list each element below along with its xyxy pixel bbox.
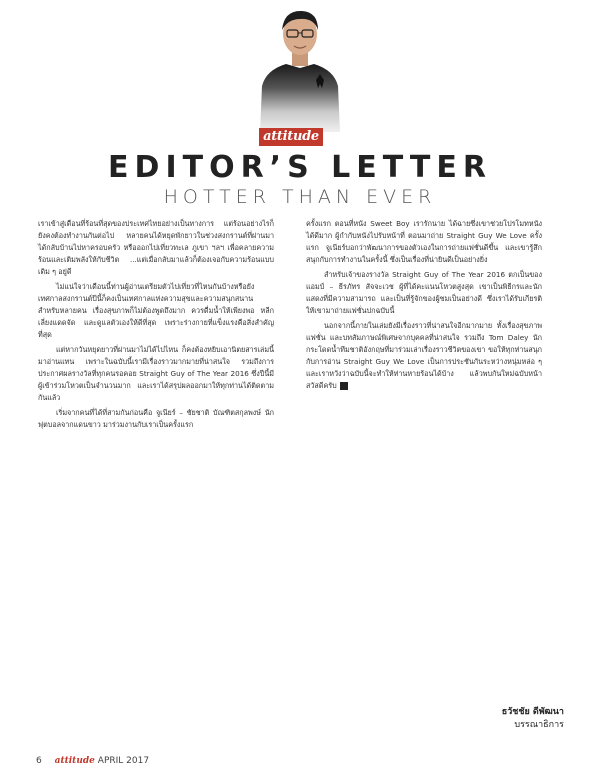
article-column-left: [38, 218, 274, 434]
paragraph: เริ่มจากคนที่ได้ที่สามกันก่อนคือ จูเนียร์ – ชัยชาติ บัณฑิตสกุลพงษ์ นักฟุตบอลจากแดนขาว มาร่วมงานกับเราเป็นครั้งแรก: [38, 408, 274, 429]
paragraph: สำหรับเจ้าของรางวัล Straight Guy of The Year 2016 ตกเป็นของ แอมป์ – ธีรภัทร สัจจะเวช ผู้ที่ได้คะแนนโหวตสูงสุด เขาเป็นพิธีกรและนักแสดงที่มีความสามารถ และเป็นที่รู้จักของผู้ชมเป็นอย่างดี ซึ่งเราได้รับเกียรติให้เขามาถ่ายแฟชั่นปกฉบับนี้: [306, 270, 542, 315]
article-column-right: [306, 218, 542, 395]
editor-portrait: [252, 4, 348, 132]
paragraph-text: นอกจากนี้ภายในเล่มยังมีเรื่องราวที่น่าสนใจอีกมากมาย ทั้งเรื่องสุขภาพ แฟชั่น และบทสัมภาษณ์พิเศษจากบุคคลที่น่าสนใจ รวมถึง Tom Daley นักกระโดดน้ำทีมชาติอังกฤษที่มาร่วมเล่าเรื่องราวชีวิตของเขา ขอให้ทุกท่านสนุกกับการอ่าน Straight Guy We Love เป็นการประชันกันระหว่างหนุ่มหล่อ ๆ และเราหวังว่าฉบับนี้จะทำให้ท่านหายร้อนได้บ้าง แล้วพบกันใหม่ฉบับหน้า สวัสดีครับ: [306, 321, 542, 390]
editor-signature: [502, 706, 564, 732]
paragraph: ไม่แน่ใจว่าเดือนนี้ท่านผู้อ่านเตรียมตัวไปเที่ยวที่ไหนกันบ้างหรือยัง เทศกาลสงกรานต์ปีนี้ก็คงเป็นเทศกาลแห่งความสุขและความสนุกสนานสำหรับหลายคน เรื่องสุขภาพก็ไม่ต้องพูดถึงมาก ควรดื่มน้ำให้เพียงพอ หลีกเลี่ยงแดดจัด และดูแลตัวเองให้ดีที่สุด เพราะร่างกายที่แข็งแรงคือสิ่งสำคัญที่สุด: [38, 282, 274, 339]
magazine-logo: attitude: [259, 128, 323, 146]
paragraph: แต่หากวันหยุดยาวที่ผ่านมาไม่ได้ไปไหน ก็คงต้องหยิบเอานิตยสารเล่มนี้มาอ่านแทน เพราะในฉบับนี้เรามีเรื่องราวมากมายที่น่าสนใจ รวมถึงการประกาศผลรางวัลที่ทุกคนรอคอย Straight Guy of The Year 2016 ซึ่งปีนี้มีผู้เข้าร่วมโหวตเป็นจำนวนมาก และเราได้สรุปผลออกมาให้ทุกท่านได้ติดตามกันแล้ว: [38, 345, 274, 402]
issue-date: APRIL 2017: [97, 756, 150, 766]
page-number: 6: [36, 756, 42, 766]
page-title: EDITOR’S LETTER: [108, 150, 492, 185]
paragraph: [306, 320, 542, 392]
paragraph: ครั้งแรก ตอนที่หนัง Sweet Boy เรารักนาย ได้ฉายซึ่งเขาช่วยโปรโมทหนังได้ดีมาก ผู้กำกับหนังไปรับหน้าที่ ตอนมาถ่าย Straight Guy We Love ครั้งแรก จูเนียร์บอกว่าพัฒนาการของตัวเองในการถ่ายแฟชั่นดีขึ้น และเขารู้สึกสนุกกับการทำงานในครั้งนี้ ซึ่งเป็นเรื่องที่น่ายินดีเป็นอย่างยิ่ง: [306, 219, 542, 264]
page-subtitle: HOTTER THAN EVER: [163, 186, 437, 208]
page-footer: [36, 756, 149, 766]
editor-name: ธวัชชัย ดีพัฒนา: [501, 707, 564, 717]
end-of-article-icon: [340, 382, 348, 390]
paragraph: เราเข้าสู่เดือนที่ร้อนที่สุดของประเทศไทยอย่างเป็นทางการ แต่ร้อนอย่างไรก็ยังคงต้องทำงานกันต่อไป หลายคนได้หยุดพักยาวในช่วงสงกรานต์ที่ผ่านมา ได้กลับบ้านไปหาครอบครัว หรือออกไปเที่ยวทะเล ภูเขา ฯลฯ เพื่อคลายความร้อนและเติมพลังให้กับชีวิต ...แต่เมื่อกลับมาแล้วก็ต้องเจอกับความร้อนแบบเดิม ๆ อยู่ดี: [38, 219, 274, 276]
editor-title: บรรณาธิการ: [514, 720, 564, 730]
footer-brand: attitude: [54, 756, 95, 766]
